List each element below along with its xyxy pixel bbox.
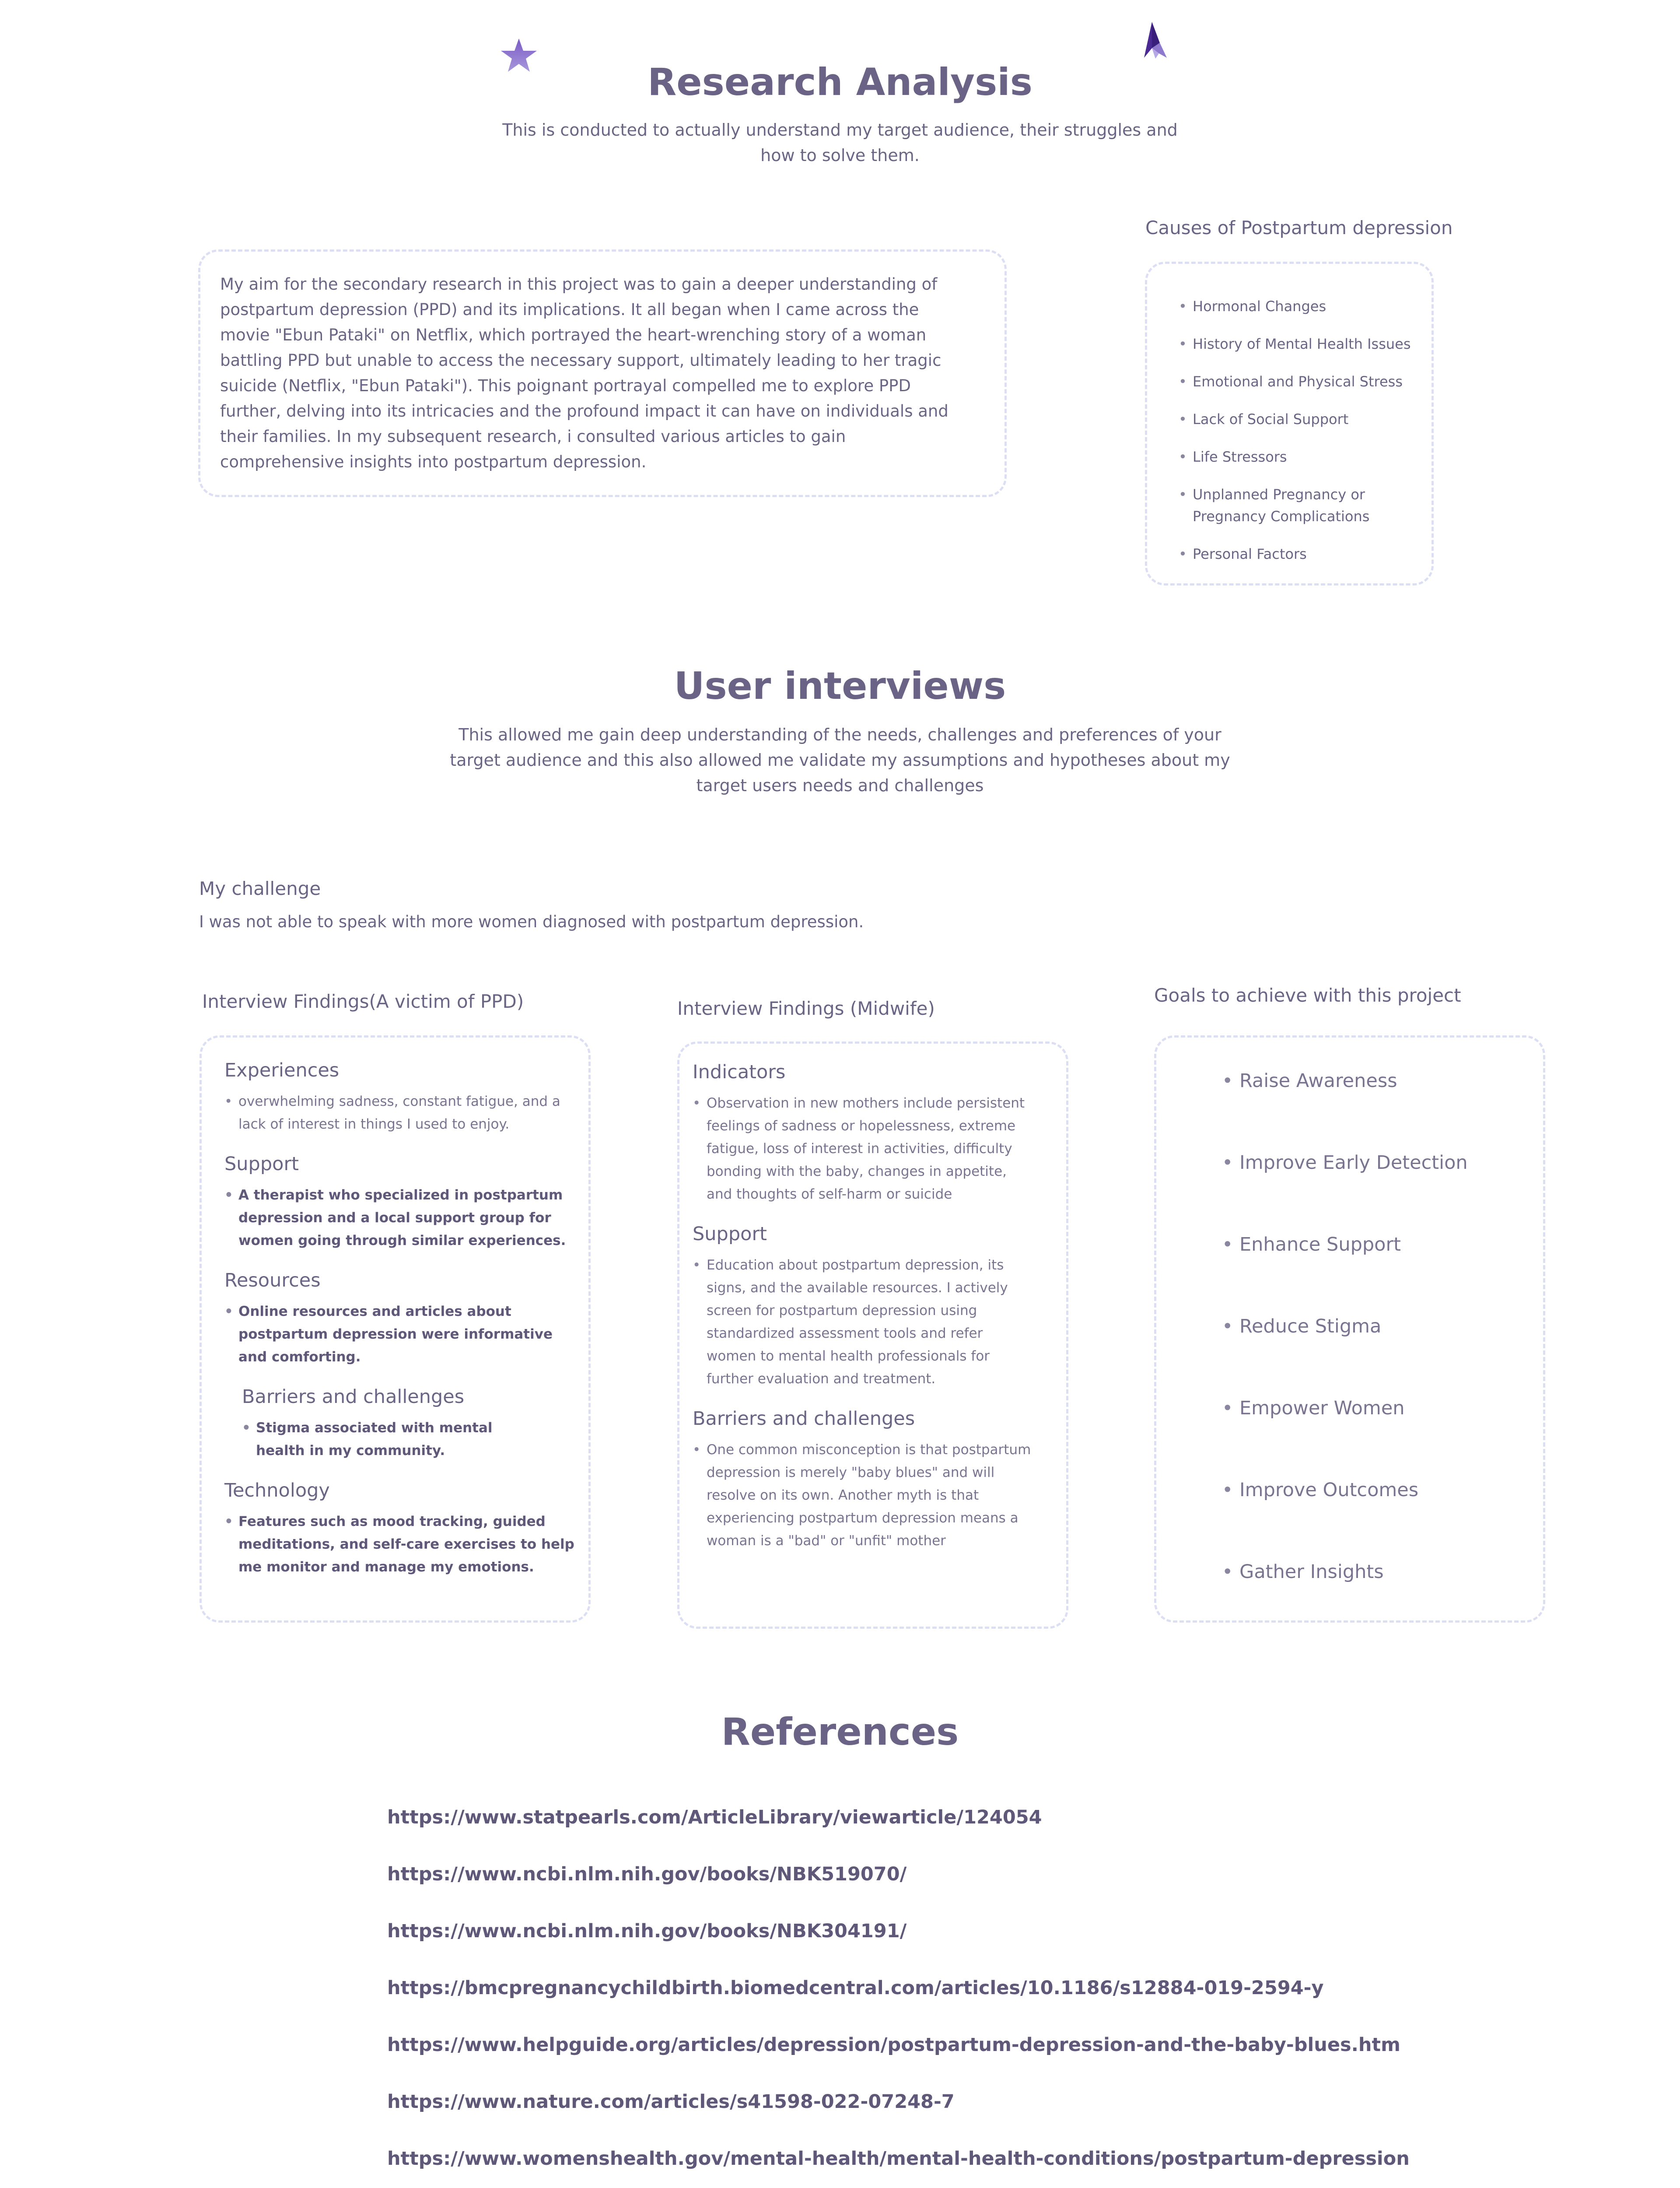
- causes-title: Causes of Postpartum depression: [1145, 217, 1453, 238]
- victim-support-heading: Support: [224, 1153, 299, 1175]
- reference-link[interactable]: https://www.womenshealth.gov/mental-health/mental-health-conditions/postpartum-depression: [387, 2148, 1410, 2170]
- references-title: References: [721, 1710, 959, 1754]
- brand-logo-icon: [1142, 21, 1169, 59]
- midwife-barriers-heading: Barriers and challenges: [693, 1408, 915, 1430]
- cause-item: • History of Mental Health Issues: [1179, 333, 1415, 355]
- challenge-title: My challenge: [199, 878, 321, 899]
- goal-item: • Improve Outcomes: [1222, 1477, 1528, 1503]
- finding-item: • A therapist who specialized in postpartum depression and a local support group for women going through similar experiences.: [224, 1184, 574, 1252]
- midwife-indicators-list: [693, 1092, 1025, 1206]
- interviews-title: User interviews: [674, 664, 1006, 708]
- reference-link[interactable]: https://www.ncbi.nlm.nih.gov/books/NBK304191/: [387, 1920, 907, 1942]
- cause-item: • Emotional and Physical Stress: [1179, 371, 1415, 393]
- victim-experiences-heading: Experiences: [224, 1059, 340, 1081]
- finding-item: • overwhelming sadness, constant fatigue, and a lack of interest in things I used to enjoy.: [224, 1090, 574, 1136]
- goals-list: [1222, 1068, 1528, 1585]
- reference-link[interactable]: https://www.helpguide.org/articles/depression/postpartum-depression-and-the-baby-blues.htm: [387, 2034, 1400, 2056]
- midwife-support-list: [693, 1254, 1025, 1390]
- victim-findings-card: [200, 1035, 591, 1623]
- finding-item: • One common misconception is that postpartum depression is merely "baby blues" and will resolve on its own. Another myth is that experiencing postpartum depression means a woman is a "bad" or "unfit" mother: [693, 1438, 1038, 1552]
- victim-technology-heading: Technology: [224, 1480, 330, 1501]
- finding-item: • Stigma associated with mental health in my community.: [242, 1417, 522, 1462]
- reference-link[interactable]: https://bmcpregnancychildbirth.biomedcentral.com/articles/10.1186/s12884-019-2594-y: [387, 1977, 1324, 1999]
- cause-item: • Life Stressors: [1179, 446, 1415, 468]
- midwife-support-heading: Support: [693, 1223, 767, 1245]
- causes-list: [1179, 295, 1415, 565]
- goal-item: • Raise Awareness: [1222, 1068, 1528, 1094]
- goal-item: • Empower Women: [1222, 1396, 1528, 1421]
- research-aim-card: [198, 249, 1007, 497]
- victim-barriers-list: [242, 1417, 522, 1462]
- research-aim-paragraph: My aim for the secondary research in this project was to gain a deeper understanding of postpartum depression (PPD) and its implications. It all began when I came across the movie "Ebun Pataki" on Netflix, which portrayed the heart-wrenching story of a woman battling PPD but unable to access the necessary support, ultimately leading to her tragic suicide (Netflix, "Ebun Pataki"). This poignant portrayal compelled me to explore PPD further, delving into its intricacies and the profound impact it can have on individuals and their families. In my subsequent research, i consulted various articles to gain comprehensive insights into postpartum depression.: [220, 275, 948, 471]
- challenge-text: I was not able to speak with more women diagnosed with postpartum depression.: [199, 912, 864, 931]
- victim-resources-heading: Resources: [224, 1269, 321, 1291]
- goals-title: Goals to achieve with this project: [1154, 985, 1461, 1006]
- midwife-indicators-heading: Indicators: [693, 1061, 786, 1083]
- goal-item: • Gather Insights: [1222, 1559, 1528, 1585]
- victim-technology-list: [224, 1510, 574, 1578]
- goal-item: • Improve Early Detection: [1222, 1150, 1528, 1175]
- victim-support-list: [224, 1184, 574, 1252]
- cause-item: • Unplanned Pregnancy or Pregnancy Complications: [1179, 484, 1415, 527]
- reference-link[interactable]: https://www.statpearls.com/ArticleLibrary/viewarticle/124054: [387, 1806, 1042, 1828]
- cause-item: • Personal Factors: [1179, 543, 1415, 565]
- research-subtitle: This is conducted to actually understand my target audience, their struggles and how to solve them.: [502, 120, 1178, 165]
- cause-item: • Hormonal Changes: [1179, 295, 1415, 317]
- victim-barriers-heading: Barriers and challenges: [242, 1386, 465, 1408]
- midwife-findings-card: [677, 1041, 1068, 1629]
- goal-item: • Enhance Support: [1222, 1232, 1528, 1257]
- research-title: Research Analysis: [648, 60, 1032, 104]
- victim-resources-list: [224, 1300, 574, 1368]
- goal-item: • Reduce Stigma: [1222, 1314, 1528, 1339]
- cause-item: • Lack of Social Support: [1179, 408, 1415, 430]
- causes-card: [1145, 262, 1434, 586]
- victim-findings-title: Interview Findings(A victim of PPD): [202, 991, 524, 1012]
- references-list: [387, 1806, 1656, 2188]
- reference-link[interactable]: https://www.ncbi.nlm.nih.gov/books/NBK519070/: [387, 1863, 907, 1885]
- goals-card: [1154, 1035, 1545, 1623]
- finding-item: • Online resources and articles about postpartum depression were informative and comforting.: [224, 1300, 574, 1368]
- midwife-barriers-list: [693, 1438, 1038, 1552]
- interviews-intro: This allowed me gain deep understanding of the needs, challenges and preferences of your target audience and this also allowed me validate my assumptions and hypotheses about my target users needs and challenges: [450, 725, 1230, 795]
- finding-item: • Observation in new mothers include persistent feelings of sadness or hopelessness, extreme fatigue, loss of interest in activities, difficulty bonding with the baby, changes in appetite, and thoughts of self-harm or suicide: [693, 1092, 1025, 1206]
- reference-link[interactable]: https://www.nature.com/articles/s41598-022-07248-7: [387, 2091, 955, 2113]
- victim-experiences-list: [224, 1090, 574, 1136]
- finding-item: • Education about postpartum depression, its signs, and the available resources. I actively screen for postpartum depression using standardized assessment tools and refer women to mental health professionals for further evaluation and treatment.: [693, 1254, 1025, 1390]
- midwife-findings-title: Interview Findings (Midwife): [677, 998, 935, 1019]
- finding-item: • Features such as mood tracking, guided meditations, and self-care exercises to help me monitor and manage my emotions.: [224, 1510, 574, 1578]
